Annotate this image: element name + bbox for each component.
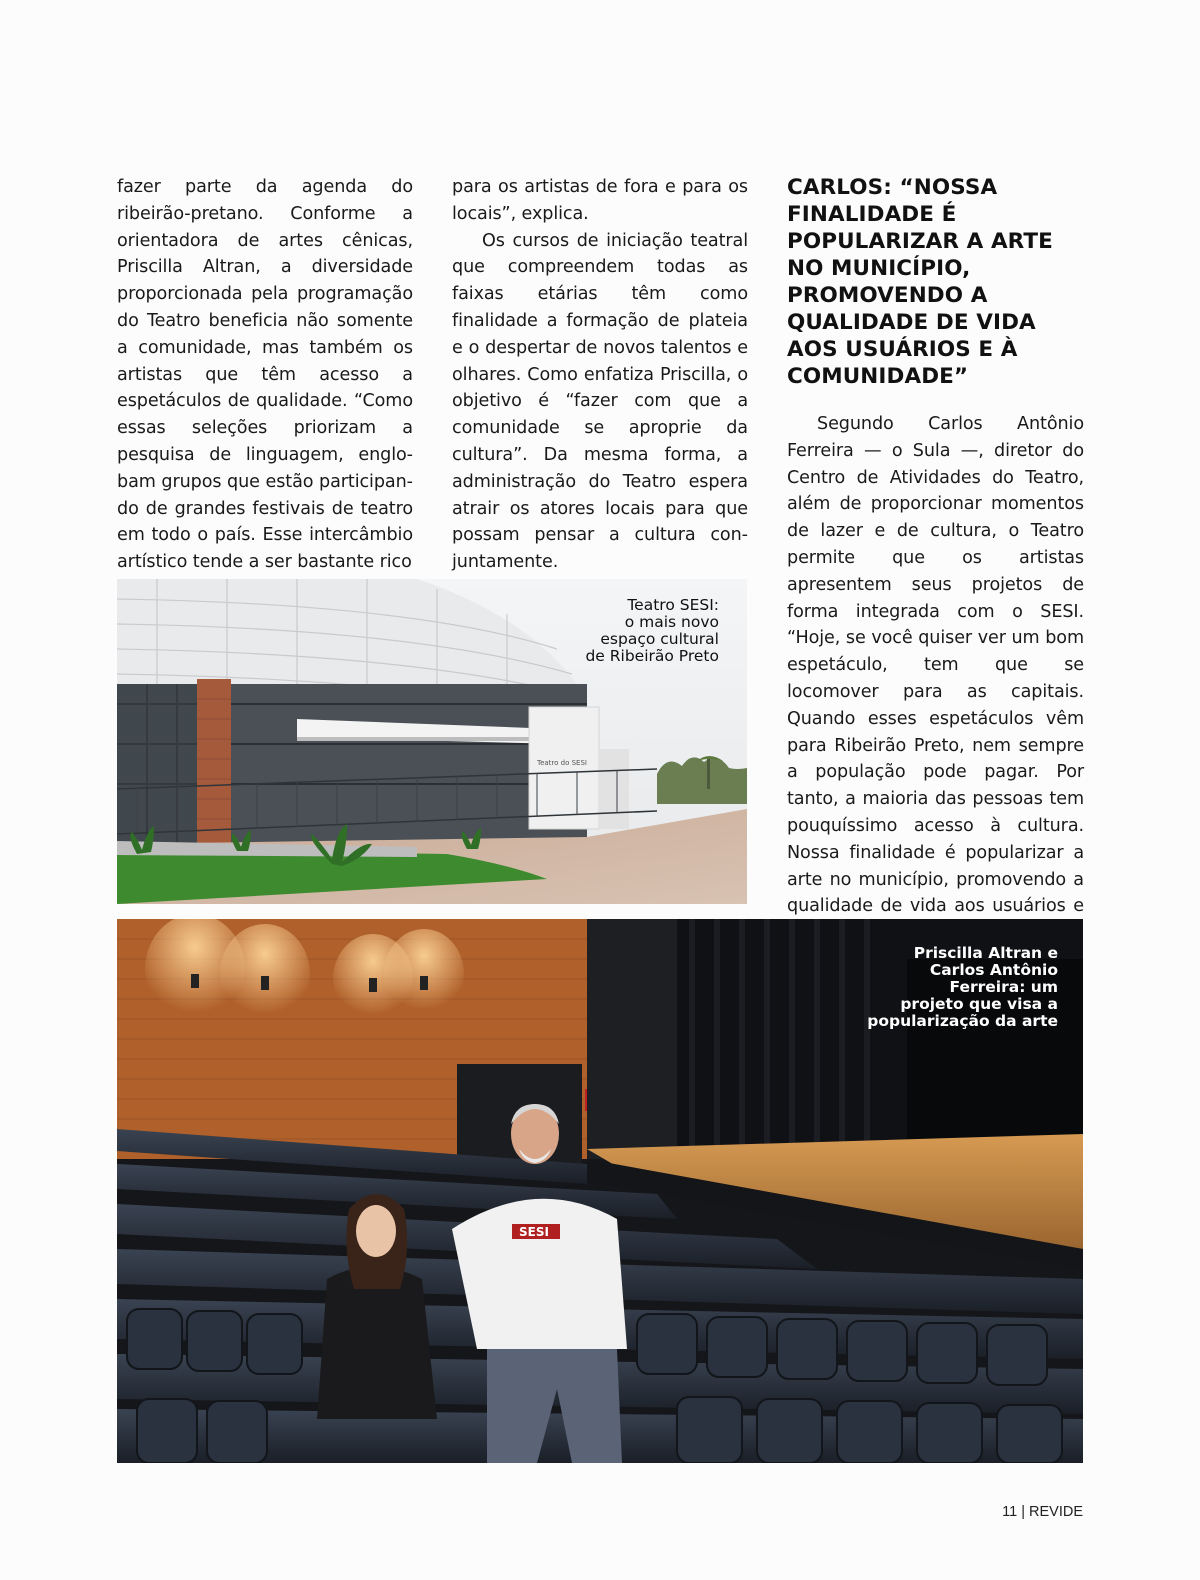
photo-theatre-exterior bbox=[117, 579, 747, 904]
photo-caption bbox=[838, 945, 1058, 1030]
caption-line: Teatro SESI: bbox=[627, 596, 719, 614]
building-sign: Teatro do SESI bbox=[537, 759, 587, 767]
photo-auditorium-portrait bbox=[117, 919, 1083, 1463]
page-folio bbox=[1002, 1504, 1083, 1520]
article-column-3 bbox=[787, 411, 1084, 947]
caption-line: popularização da arte bbox=[867, 1012, 1058, 1030]
paragraph: fazer parte da agenda do ribeirão-pretano. Conforme a orientadora de artes cênicas, Priscilla Altran, a diversidade proporcionada pela programação do Teatro beneficia não somente a comunidade, mas também os artistas que têm acesso a espetáculos de qualidade. “Como essas seleções priorizam a pesquisa de linguagem, englobam grupos que estão participando de grandes festivais de teatro em todo o país. Esse intercâmbio artístico tende a ser bastante rico bbox=[117, 177, 413, 573]
shirt-logo: SESI bbox=[519, 1225, 549, 1239]
caption-line: Priscilla Altran e bbox=[913, 944, 1058, 962]
paragraph bbox=[787, 411, 1084, 947]
caption-line: de Ribeirão Preto bbox=[585, 647, 719, 665]
photo-caption bbox=[499, 597, 719, 665]
pull-headline: CARLOS: “NOSSA FINALIDADE É POPULARIZAR A ARTE NO MUNICÍPIO, PROMOVENDO A QUALIDADE DE VIDA AOS USUÁRIOS E À COMUNIDADE” bbox=[787, 175, 1053, 389]
caption-line: o mais novo bbox=[624, 613, 719, 631]
caption-line: projeto que visa a bbox=[900, 995, 1058, 1013]
magazine-name: REVIDE bbox=[1029, 1504, 1083, 1520]
article-column-2 bbox=[452, 174, 748, 576]
paragraph: para os artistas de fora e para os locais”, explica. bbox=[452, 177, 748, 224]
page-number: 11 bbox=[1002, 1504, 1018, 1520]
caption-line: Carlos Antônio bbox=[929, 961, 1058, 979]
folio-separator: | bbox=[1021, 1504, 1025, 1520]
article-column-1 bbox=[117, 174, 413, 576]
paragraph: Os cursos de iniciação teatral que compreendem todas as faixas etárias têm como finalidade a formação de plateia e o despertar de novos talentos e olhares. Como enfatiza Priscilla, o objetivo é “fazer com que a comunidade se aproprie da cultura”. Da mesma forma, a administração do Teatro espera atrair os atores locais para que possam pensar a cultura conjuntamente. bbox=[452, 230, 748, 573]
caption-line: espaço cultural bbox=[600, 630, 719, 648]
paragraph-text: Segundo Carlos Antônio Ferreira — o Sula —, diretor do Centro de Atividades do Teatro, além de proporcionar momentos de lazer e de cultura, o Teatro permite que os artistas apresentem seus projetos de forma integrada com o SESI. “Hoje, se você quiser ver um bom espetáculo, tem que se locomover para as capitais. Quando esses espetáculos vêm para Ribeirão Preto, nem sempre a população pode pagar. Por tanto, a maioria das pessoas tem pouquíssimo acesso à cultura. Nossa finalidade é popularizar a arte no município, promovendo a qualidade de vida aos usuários e bbox=[787, 414, 1084, 917]
caption-line: Ferreira: um bbox=[949, 978, 1058, 996]
